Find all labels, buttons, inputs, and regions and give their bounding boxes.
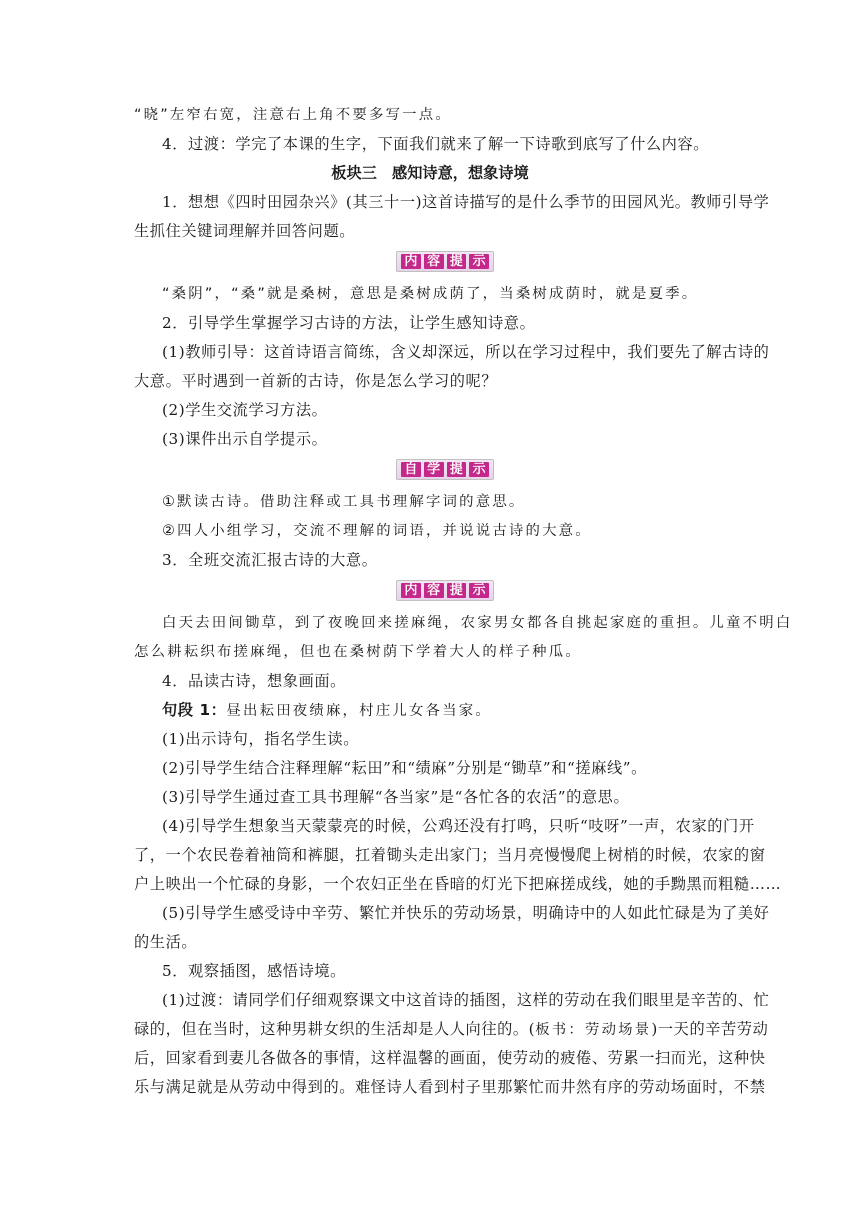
badge-char: 学 <box>424 462 444 477</box>
paragraph-line: 4．过渡：学完了本课的生字，下面我们就来了解一下诗歌到底写了什么内容。 <box>162 135 710 153</box>
paragraph-line: 乐与满足就是从劳动中得到的。难怪诗人看到村子里那繁忙而井然有序的劳动场面时，不禁 <box>134 1078 766 1096</box>
badge-char: 提 <box>447 583 467 598</box>
paragraph-line: (1)教师引导：这首诗语言简练，含义却深远，所以在学习过程中，我们要先了解古诗的 <box>162 343 770 361</box>
paragraph-line: 生抓住关键词理解并回答问题。 <box>134 222 356 240</box>
paragraph-line: (3)课件出示自学提示。 <box>162 430 328 448</box>
paragraph-line: “晓”左窄右宽，注意右上角不要多写一点。 <box>134 107 452 123</box>
self-study-hint-badge <box>396 459 494 480</box>
section-heading: 板块三 感知诗意，想象诗境 <box>331 164 529 182</box>
badge-char: 内 <box>401 254 421 269</box>
board-note: 板书：劳动场景 <box>535 1022 652 1038</box>
paragraph-line: (4)引导学生想象当天蒙蒙亮的时候，公鸡还没有打鸣，只听“吱呀”一声，农家的门开 <box>162 817 755 835</box>
paragraph-text: 碌的，但在当时，这种男耕女织的生活却是人人向往的。( <box>134 1020 536 1038</box>
poem-line-text: 昼出耘田夜绩麻，村庄儿女各当家。 <box>226 703 492 719</box>
paragraph-line: 户上映出一个忙碌的身影，一个农妇正坐在昏暗的灯光下把麻搓成线，她的手黝黑而粗糙…… <box>134 875 782 893</box>
poem-line <box>162 696 738 725</box>
badge-char: 示 <box>469 254 489 269</box>
hint-text: ①默读古诗。借助注释或工具书理解字词的意思。 <box>162 494 526 510</box>
badge-char: 自 <box>401 462 421 477</box>
hint-text: 白天去田间锄草，到了夜晚回来搓麻绳，农家男女都各自挑起家庭的重担。儿童不明白 <box>162 615 793 631</box>
hint-text: 怎么耕耘织布搓麻绳，但也在桑树荫下学着大人的样子种瓜。 <box>134 644 582 660</box>
poem-line-label: 句段 1： <box>162 701 227 719</box>
paragraph-line: 4．品读古诗，想象画面。 <box>162 672 346 690</box>
paragraph-line: (1)出示诗句，指名学生读。 <box>162 730 359 748</box>
paragraph-line: 1．想想《四时田园杂兴》(其三十一)这首诗描写的是什么季节的田园风光。教师引导学 <box>162 193 770 211</box>
paragraph-line: 3．全班交流汇报古诗的大意。 <box>162 551 378 569</box>
paragraph-line: (2)学生交流学习方法。 <box>162 401 328 419</box>
paragraph-text: )一天的辛苦劳动 <box>651 1020 769 1038</box>
paragraph-line: 5．观察插图，感悟诗境。 <box>162 962 346 980</box>
badge-char: 提 <box>447 254 467 269</box>
paragraph-line: (1)过渡：请同学们仔细观察课文中这首诗的插图，这样的劳动在我们眼里是辛苦的、忙 <box>162 991 770 1009</box>
badge-char: 示 <box>469 462 489 477</box>
paragraph-line <box>134 1015 769 1044</box>
badge-char: 容 <box>424 254 444 269</box>
paragraph-line: 的生活。 <box>134 933 198 951</box>
hint-text: ②四人小组学习，交流不理解的词语，并说说古诗的大意。 <box>162 523 592 539</box>
badge-char: 容 <box>424 583 444 598</box>
content-hint-badge <box>396 251 494 272</box>
paragraph-line: 了，一个农民卷着袖筒和裤腿，扛着锄头走出家门；当月亮慢慢爬上树梢的时候，农家的窗 <box>134 846 766 864</box>
hint-text: “桑阴”，“桑”就是桑树，意思是桑树成荫了，当桑树成荫时，就是夏季。 <box>162 286 699 302</box>
paragraph-line: (2)引导学生结合注释理解“耘田”和“绩麻”分别是“锄草”和“搓麻线”。 <box>162 759 647 777</box>
badge-char: 提 <box>447 462 467 477</box>
paragraph-line: 后，回家看到妻儿各做各的事情，这样温馨的画面，使劳动的疲倦、劳累一扫而光，这种快 <box>134 1049 766 1067</box>
content-hint-badge <box>396 580 494 601</box>
paragraph-line: (5)引导学生感受诗中辛劳、繁忙并快乐的劳动场景，明确诗中的人如此忙碌是为了美好 <box>162 904 770 922</box>
paragraph-line: 大意。平时遇到一首新的古诗，你是怎么学习的呢？ <box>134 372 498 390</box>
paragraph-line: (3)引导学生通过查工具书理解“各当家”是“各忙各的农活”的意思。 <box>162 788 630 806</box>
paragraph-line: 2．引导学生掌握学习古诗的方法，让学生感知诗意。 <box>162 314 536 332</box>
badge-char: 示 <box>469 583 489 598</box>
badge-char: 内 <box>401 583 421 598</box>
